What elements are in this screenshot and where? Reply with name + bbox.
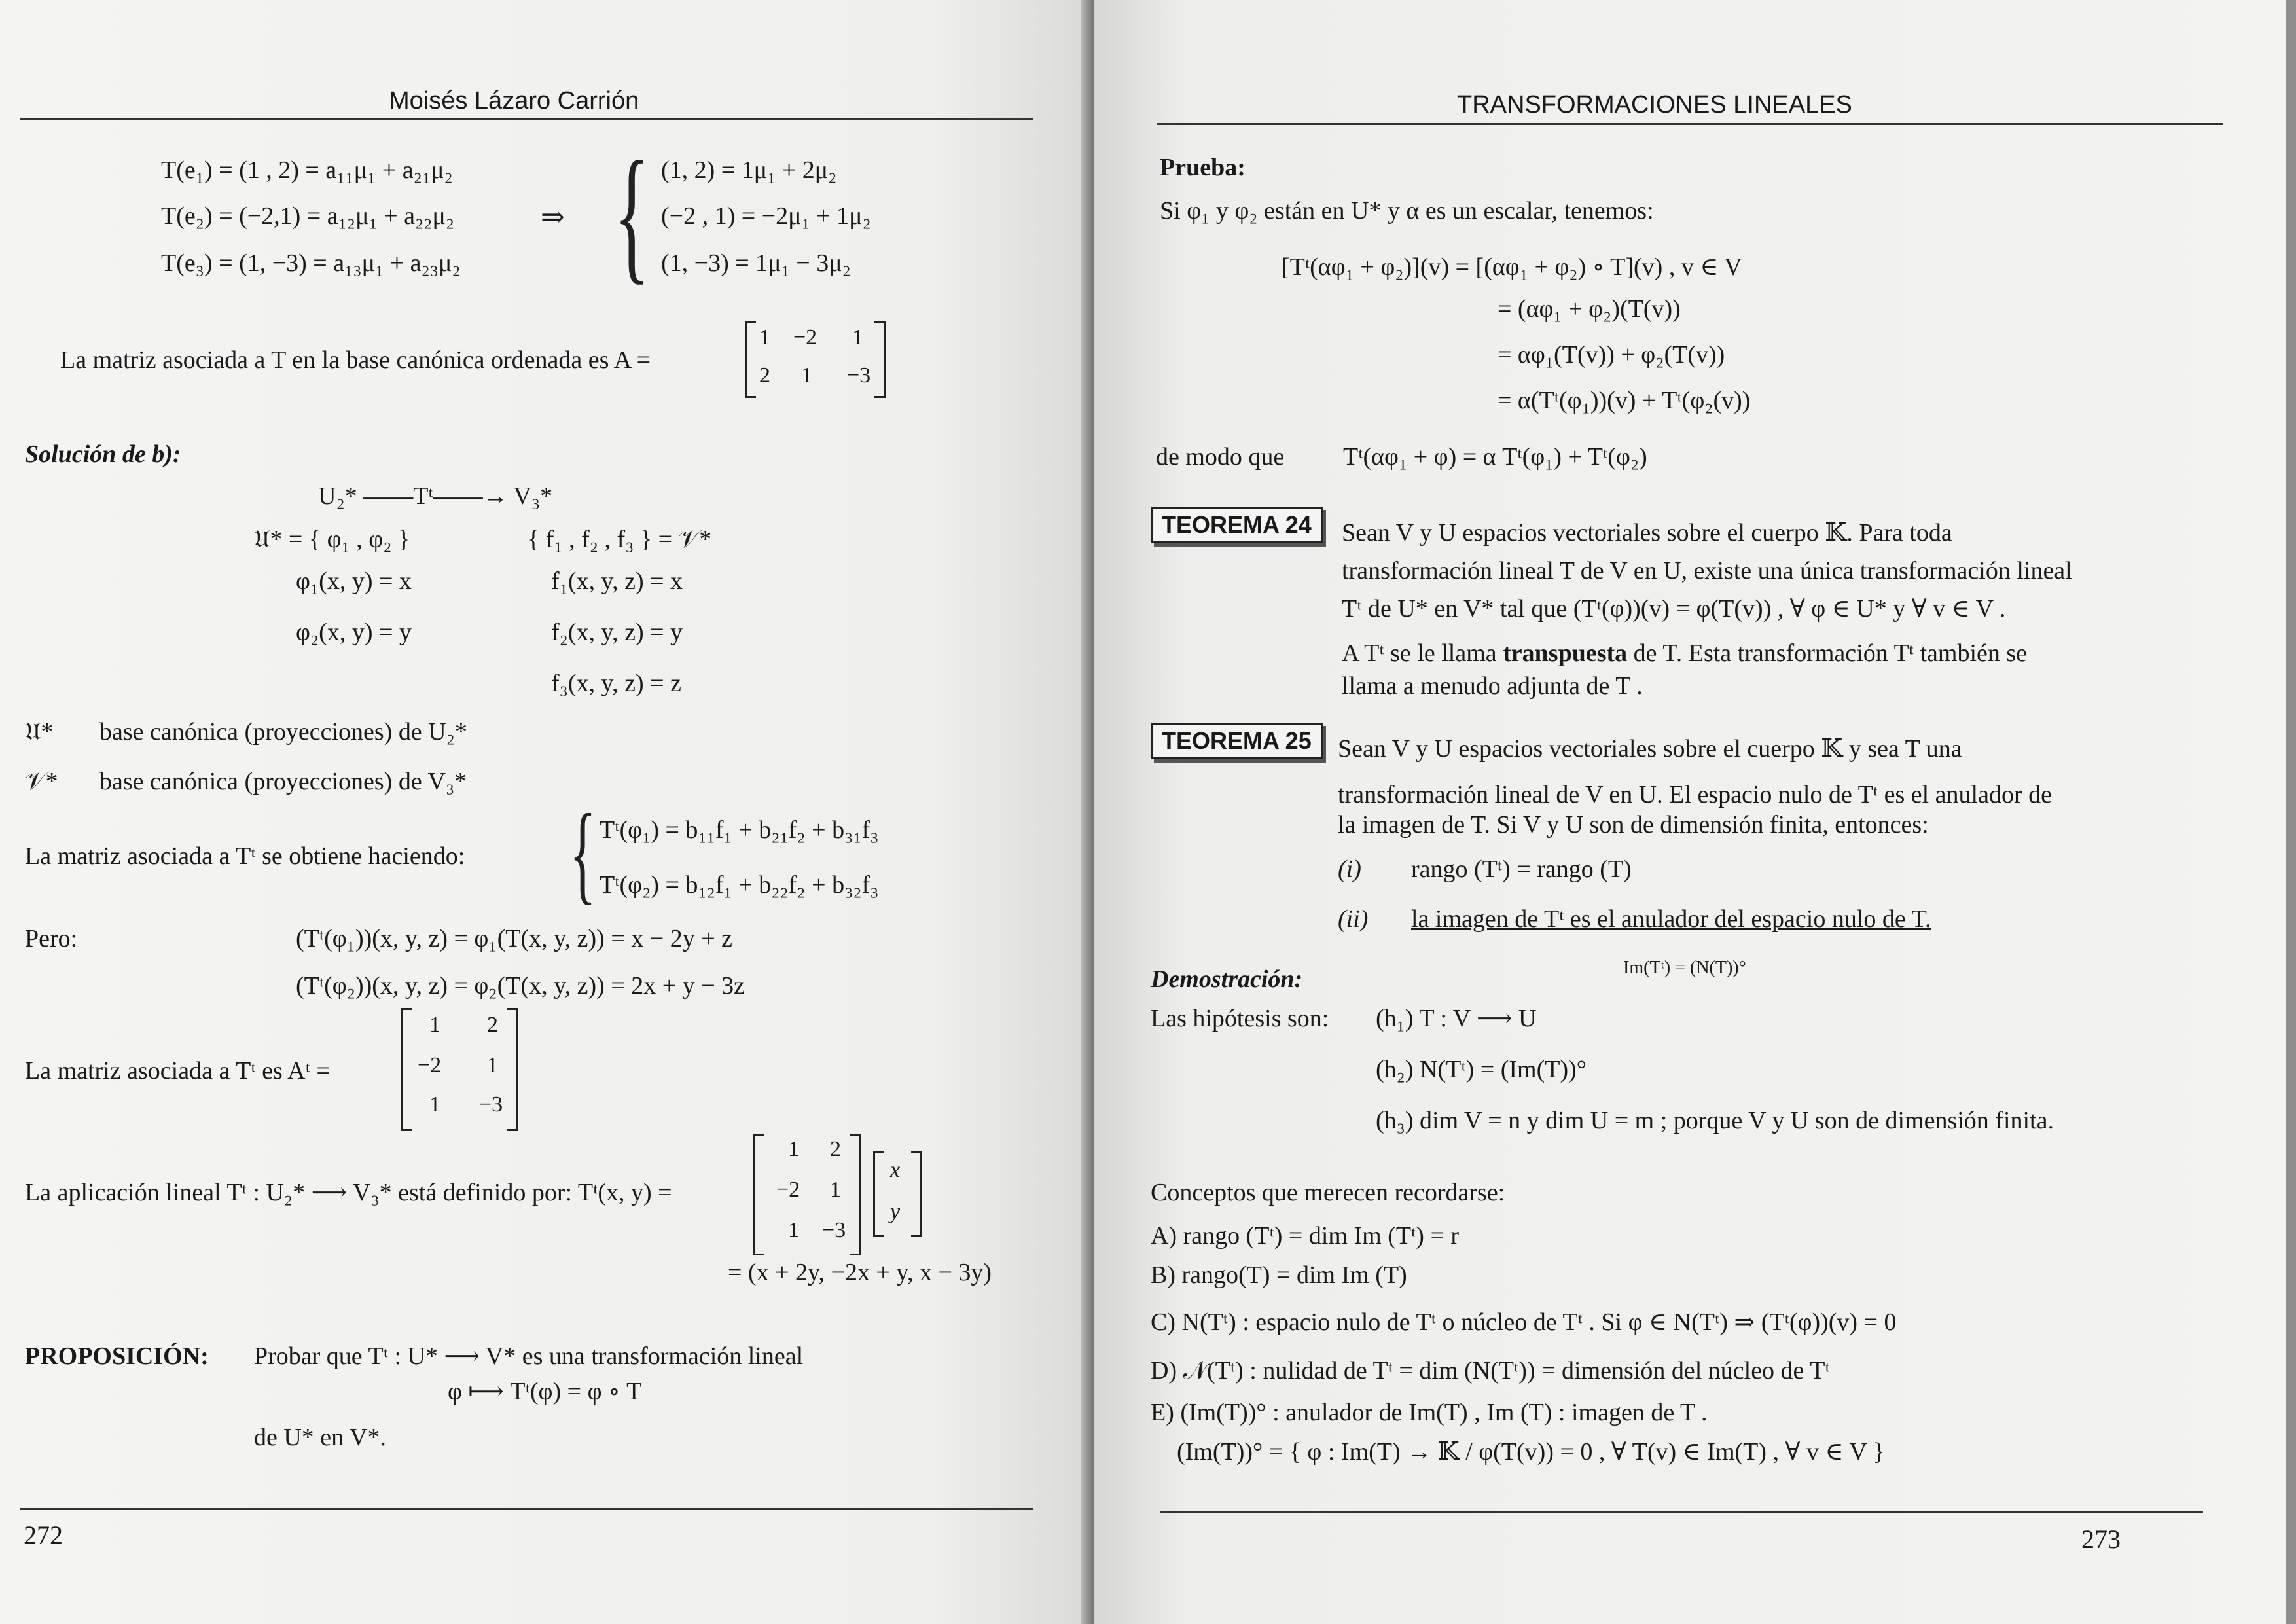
teorema-24-note-post: de T. Esta transformación Tᵗ también se — [1627, 640, 2028, 667]
eq-right-1: (1, 2) = 1μ₁ + 2μ₂ — [661, 156, 837, 184]
left-header-rule — [20, 118, 1033, 120]
app-matrix-cell: 2 — [830, 1137, 841, 1161]
f1-def: f₁(x, y, z) = x — [551, 568, 683, 595]
app-matrix-right-bracket — [850, 1134, 861, 1255]
proof-line-1: [Tᵗ(αφ₁ + φ₂)](v) = [(αφ₁ + φ₂) ∘ T](v) , v ∈ V — [1282, 253, 1742, 281]
concept-c: C) N(Tᵗ) : espacio nulo de Tᵗ o núcleo de Tᵗ . Si φ ∈ N(Tᵗ) ⇒ (Tᵗ(φ))(v) = 0 — [1151, 1308, 1897, 1336]
item-ii-text: la imagen de Tᵗ es el anulador del espacio nulo de T. — [1411, 905, 1931, 933]
teorema-24-label: TEOREMA 24 — [1151, 507, 1323, 543]
proof-line-2: = (αφ₁ + φ₂)(T(v)) — [1498, 295, 1681, 323]
teorema-24-note — [1342, 639, 2027, 669]
application-text: La aplicación lineal Tᵗ : U₂* ⟶ V₃* está definido por: Tᵗ(x, y) = — [25, 1179, 672, 1206]
pero-eq-1: (Tᵗ(φ₁))(x, y, z) = φ₁(T(x, y, z)) = x − 2y + z — [296, 925, 732, 952]
matrix-a-cell: 2 — [759, 363, 770, 388]
right-running-header: TRANSFORMACIONES LINEALES — [1457, 91, 1852, 118]
app-vector-y: y — [890, 1200, 901, 1224]
v-star-symbol: 𝒱* — [25, 768, 58, 795]
transpuesta-term: transpuesta — [1503, 640, 1628, 667]
matrix-at-cell: 1 — [429, 1013, 440, 1037]
matrix-at-sentence: La matriz asociada a Tᵗ es Aᵗ = — [25, 1057, 331, 1085]
left-running-header: Moisés Lázaro Carrión — [389, 87, 639, 115]
app-matrix-left-bracket — [753, 1134, 764, 1255]
item-i-text: rango (Tᵗ) = rango (T) — [1411, 856, 1632, 883]
teorema-24-line-2: transformación lineal T de V en U, existe una única transformación lineal — [1342, 557, 2072, 585]
system-brace: { — [614, 130, 651, 297]
demodo-equation: Tᵗ(αφ₁ + φ) = α Tᵗ(φ₁) + Tᵗ(φ₂) — [1343, 443, 1647, 471]
proof-line-3: = αφ₁(T(v)) + φ₂(T(v)) — [1498, 341, 1725, 369]
assoc-eq-2: Tᵗ(φ₂) = b₁₂f₁ + b₂₂f₂ + b₃₂f₃ — [600, 871, 879, 899]
teorema-24-line-1: Sean V y U espacios vectoriales sobre el cuerpo 𝕂. Para toda — [1342, 519, 1952, 547]
eq-left-3: T(e₃) = (1, −3) = a₁₃μ₁ + a₂₃μ₂ — [161, 249, 461, 277]
matrix-a-cell: −2 — [793, 325, 817, 350]
left-footer-rule — [20, 1508, 1033, 1510]
matrix-at-right-bracket — [507, 1008, 518, 1131]
matrix-at-left-bracket — [401, 1008, 412, 1131]
app-matrix-cell: −3 — [822, 1218, 846, 1242]
eq-left-1: T(e₁) = (1 , 2) = a₁₁μ₁ + a₂₁μ₂ — [161, 156, 453, 184]
app-matrix-cell: 1 — [830, 1178, 841, 1202]
assoc-matrix-text: La matriz asociada a Tᵗ se obtiene haciendo: — [25, 842, 465, 870]
matrix-at-cell: 2 — [487, 1013, 498, 1037]
overbrace-note: Im(Tᵗ) = (N(T))° — [1623, 958, 1746, 978]
solution-b-heading: Solución de b): — [25, 441, 181, 468]
concept-e-definition: (Im(T))° = { φ : Im(T) → 𝕂 / φ(T(v)) = 0 , ∀ T(v) ∈ Im(T) , ∀ v ∈ V } — [1177, 1438, 1885, 1466]
hypothesis-1: (h₁) T : V ⟶ U — [1376, 1005, 1537, 1032]
f2-def: f₂(x, y, z) = y — [551, 619, 683, 646]
hipotesis-label: Las hipótesis son: — [1151, 1005, 1329, 1032]
eq-right-3: (1, −3) = 1μ₁ − 3μ₂ — [661, 249, 851, 277]
u-star-basis: 𝔘* = { φ₁ , φ₂ } — [254, 526, 410, 553]
left-page-number: 272 — [24, 1521, 63, 1550]
f3-def: f₃(x, y, z) = z — [551, 670, 681, 697]
proof-line-4: = α(Tᵗ(φ₁))(v) + Tᵗ(φ₂(v)) — [1498, 387, 1751, 414]
hypothesis-2: (h₂) N(Tᵗ) = (Im(T))° — [1376, 1056, 1587, 1083]
teorema-25-line-1: Sean V y U espacios vectoriales sobre el cuerpo 𝕂 y sea T una — [1338, 735, 1962, 763]
concept-b: B) rango(T) = dim Im (T) — [1151, 1261, 1407, 1289]
demodo-label: de modo que — [1156, 443, 1285, 471]
proposition-text: Probar que Tᵗ : U* ⟶ V* es una transformación lineal — [254, 1343, 804, 1370]
proposition-text-2: de U* en V*. — [254, 1424, 386, 1451]
matrix-a-cell: 1 — [801, 363, 812, 388]
teorema-24-note-2: llama a menudo adjunta de T . — [1342, 672, 1643, 700]
left-page — [0, 0, 1094, 1624]
implies-arrow: ⇒ — [541, 201, 565, 233]
app-vector-right-bracket — [911, 1151, 922, 1237]
concept-d: D) 𝒩(Tᵗ) : nulidad de Tᵗ = dim (N(Tᵗ)) = dimensión del núcleo de Tᵗ — [1151, 1357, 1830, 1384]
right-header-rule — [1157, 123, 2223, 125]
item-i-number: (i) — [1338, 856, 1361, 883]
item-ii-number: (ii) — [1338, 905, 1369, 933]
eq-right-2: (−2 , 1) = −2μ₁ + 1μ₂ — [661, 202, 871, 230]
proposition-map: φ ⟼ Tᵗ(φ) = φ ∘ T — [448, 1378, 642, 1405]
right-footer-rule — [1160, 1511, 2203, 1513]
app-matrix-cell: −2 — [776, 1178, 800, 1202]
concept-e: E) (Im(T))° : anulador de Im(T) , Im (T) : imagen de T . — [1151, 1399, 1708, 1426]
pero-label: Pero: — [25, 925, 78, 952]
matrix-at-cell: 1 — [487, 1053, 498, 1077]
matrix-a-right-bracket — [874, 321, 886, 398]
prueba-label: Prueba: — [1160, 154, 1246, 181]
matrix-a-cell: −3 — [847, 363, 871, 388]
phi2-def: φ₂(x, y) = y — [296, 619, 412, 646]
matrix-at-cell: −3 — [479, 1092, 503, 1117]
teorema-25-line-3: la imagen de T. Si V y U son de dimensión finita, entonces: — [1338, 811, 1929, 839]
u-star-description: base canónica (proyecciones) de U₂* — [99, 718, 467, 746]
concept-a: A) rango (Tᵗ) = dim Im (Tᵗ) = r — [1151, 1222, 1460, 1250]
demostracion-label: Demostración: — [1151, 965, 1303, 993]
matrix-at-cell: 1 — [429, 1092, 440, 1117]
matrix-a-cell: 1 — [759, 325, 770, 350]
matrix-a-left-bracket — [745, 321, 756, 398]
prueba-text: Si φ₁ y φ₂ están en U* y α es un escalar, tenemos: — [1160, 197, 1654, 225]
teorema-25-line-2: transformación lineal de V en U. El espacio nulo de Tᵗ es el anulador de — [1338, 781, 2052, 808]
teorema-25-label: TEOREMA 25 — [1151, 723, 1323, 759]
hypothesis-3: (h₃) dim V = n y dim U = m ; porque V y U son de dimensión finita. — [1376, 1107, 2054, 1134]
proposition-label: PROPOSICIÓN: — [25, 1343, 209, 1370]
app-vector-left-bracket — [873, 1151, 884, 1237]
phi1-def: φ₁(x, y) = x — [296, 568, 412, 595]
teorema-24-line-3: Tᵗ de U* en V* tal que (Tᵗ(φ))(v) = φ(T(v)) , ∀ φ ∈ U* y ∀ v ∈ V . — [1342, 595, 2006, 623]
matrix-at-cell: −2 — [418, 1053, 442, 1077]
right-page — [1094, 0, 2286, 1624]
assoc-brace: { — [569, 791, 596, 914]
teorema-24-note-pre: A Tᵗ se le llama — [1342, 640, 1503, 667]
app-matrix-cell: 1 — [788, 1137, 799, 1161]
assoc-eq-1: Tᵗ(φ₁) = b₁₁f₁ + b₂₁f₂ + b₃₁f₃ — [600, 816, 879, 844]
app-vector-x: x — [890, 1158, 901, 1182]
application-result: = (x + 2y, −2x + y, x − 3y) — [728, 1259, 992, 1286]
right-page-number: 273 — [2081, 1525, 2121, 1554]
conceptos-label: Conceptos que merecen recordarse: — [1151, 1179, 1505, 1206]
app-matrix-cell: 1 — [788, 1218, 799, 1242]
pero-eq-2: (Tᵗ(φ₂))(x, y, z) = φ₂(T(x, y, z)) = 2x + y − 3z — [296, 972, 745, 1000]
matrix-a-sentence: La matriz asociada a T en la base canónica ordenada es A = — [60, 346, 651, 374]
matrix-a-cell: 1 — [852, 325, 863, 350]
dual-map-line: U₂* ——Tᵗ——→ V₃* — [318, 482, 553, 510]
u-star-symbol: 𝔘* — [25, 718, 54, 746]
v-star-description: base canónica (proyecciones) de V₃* — [99, 768, 467, 795]
f-basis: { f₁ , f₂ , f₃ } = 𝒱* — [528, 526, 712, 553]
eq-left-2: T(e₂) = (−2,1) = a₁₂μ₁ + a₂₂μ₂ — [161, 202, 455, 230]
